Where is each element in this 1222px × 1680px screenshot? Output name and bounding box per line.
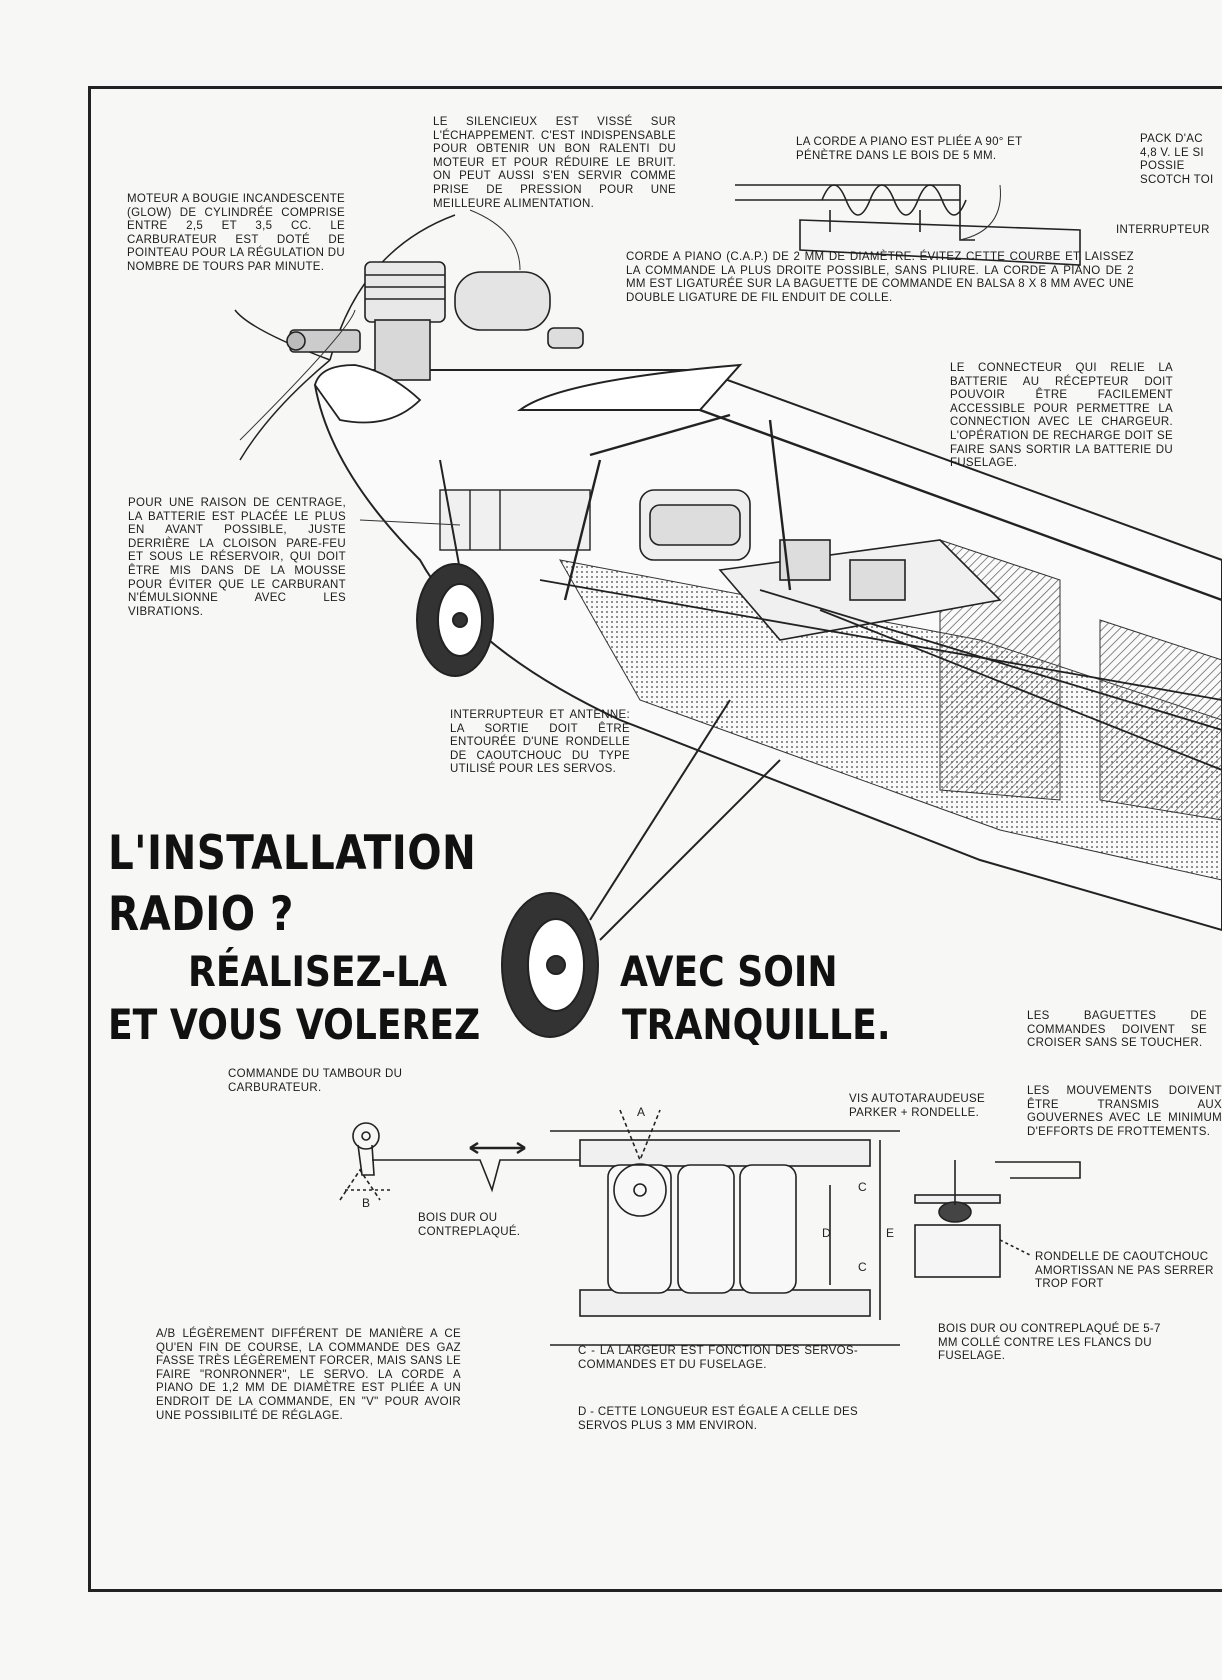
note-corde-piano: CORDE A PIANO (C.A.P.) DE 2 MM DE DIAMÈTRE. ÉVITEZ CETTE COURBE ET LAISSEZ LA COMMANDE LA PLUS DROITE POSSIBLE, SANS PLIURE. LA CORDE A PIANO DE 2 MM EST LIGATURÉE SUR LA BAGUETTE DE COMMANDE EN BALSA 8 X 8 MM AVEC UNE DOUBLE LIGATURE DE FIL ENDUIT DE COLLE. [626, 251, 1134, 304]
note-pack: PACK D'AC 4,8 V. LE SI POSSIE SCOTCH TOI [1140, 133, 1214, 186]
label-c1: C [858, 1180, 867, 1194]
title-line-3a: RÉALISEZ-LA [188, 947, 448, 996]
title-line-4a: ET VOUS VOLEREZ [108, 1000, 481, 1049]
note-moteur: MOTEUR A BOUGIE INCANDESCENTE (GLOW) DE CYLINDRÉE COMPRISE ENTRE 2,5 ET 3,5 CC. LE CARBURATEUR EST DOTÉ DE POINTEAU POUR LA RÉGULATION DU NOMBRE DE TOURS PAR MINUTE. [127, 193, 345, 273]
note-bois-dur: BOIS DUR OU CONTREPLAQUÉ. [418, 1212, 521, 1238]
title-line-1: L'INSTALLATION [108, 826, 477, 881]
note-batterie: POUR UNE RAISON DE CENTRAGE, LA BATTERIE EST PLACÉE LE PLUS EN AVANT POSSIBLE, JUSTE DERRIÈRE LA CLOISON PARE-FEU ET SOUS LE RÉSERVOIR, QUI DOIT ÊTRE MIS DANS DE LA MOUSSE POUR ÉVITER QUE LE CARBURANT N'ÉMULSIONNE AVEC LES VIBRATIONS. [128, 497, 346, 618]
note-antenne: INTERRUPTEUR ET ANTENNE: LA SORTIE DOIT ÊTRE ENTOURÉE D'UNE RONDELLE DE CAOUTCHOUC DU TYPE UTILISÉ POUR LES SERVOS. [450, 709, 630, 776]
engine [287, 262, 583, 380]
title-line-4b: TRANQUILLE. [622, 1000, 891, 1049]
battery-box [440, 490, 590, 550]
note-vis: VIS AUTOTARAUDEUSE PARKER + RONDELLE. [849, 1093, 985, 1119]
servo-tray-diagram [550, 1110, 900, 1345]
carburetor-diagram [340, 1123, 580, 1200]
note-tambour: COMMANDE DU TAMBOUR DU CARBURATEUR. [228, 1068, 403, 1094]
note-corde-pliee: LA CORDE A PIANO EST PLIÉE A 90° ET PÉNÈTRE DANS LE BOIS DE 5 MM. [796, 136, 1023, 162]
note-d-longueur: D - CETTE LONGUEUR EST ÉGALE A CELLE DES SERVOS PLUS 3 MM ENVIRON. [578, 1406, 858, 1432]
note-interrupteur-top: INTERRUPTEUR [1116, 224, 1210, 236]
note-connecteur: LE CONNECTEUR QUI RELIE LA BATTERIE AU RÉCEPTEUR DOIT POUVOIR ÊTRE FACILEMENT ACCESSIBLE POUR PERMETTRE LA CONNECTION AVEC LE CHARGEUR. L'OPÉRATION DE RECHARGE DOIT SE FAIRE SANS SORTIR LA BATTERIE DU FUSELAGE. [950, 362, 1173, 470]
label-b: B [362, 1196, 371, 1210]
note-silencieux: LE SILENCIEUX EST VISSÉ SUR L'ÉCHAPPEMENT. C'EST INDISPENSABLE POUR OBTENIR UN BON RALENTI DU MOTEUR ET POUR RÉDUIRE LE BRUIT. ON PEUT AUSSI S'EN SERVIR COMME PRISE DE PRESSION POUR UNE MEILLEURE ALIMENTATION. [433, 116, 676, 210]
title-line-3b: AVEC SOIN [620, 947, 838, 996]
note-mouvements: LES MOUVEMENTS DOIVENT ÊTRE TRANSMIS AUX GOUVERNES AVEC LE MINIMUM D'EFFORTS DE FROTTEMENTS. [1027, 1085, 1222, 1138]
note-ab: A/B LÉGÈREMENT DIFFÉRENT DE MANIÈRE A CE QU'EN FIN DE COURSE, LA COMMANDE DES GAZ FASSE TRÈS LÉGÈREMENT FORCER, MAIS SANS LE FAIRE "RONRONNER", LE SERVO. LA CORDE A PIANO DE 1,2 MM DE DIAMÈTRE EST PLIÉE A UN ENDROIT DE LA COMMANDE, EN "V" POUR AVOIR UNE POSSIBILITÉ DE RÉGLAGE. [156, 1328, 461, 1422]
title-line-2: RADIO ? [108, 887, 294, 942]
label-a: A [637, 1105, 646, 1119]
note-bois-contreplaque: BOIS DUR OU CONTREPLAQUÉ DE 5-7 MM COLLÉ CONTRE LES FLANCS DU FUSELAGE. [938, 1323, 1161, 1363]
fuel-tank [640, 490, 750, 560]
label-c2: C [858, 1260, 867, 1274]
note-baguettes: LES BAGUETTES DE COMMANDES DOIVENT SE CROISER SANS SE TOUCHER. [1027, 1010, 1207, 1050]
note-rondelle: RONDELLE DE CAOUTCHOUC AMORTISSAN NE PAS SERRER TROP FORT [1035, 1251, 1214, 1291]
label-e: E [886, 1226, 895, 1240]
note-c-largeur: C - LA LARGEUR EST FONCTION DES SERVOS-COMMANDES ET DU FUSELAGE. [578, 1345, 858, 1371]
label-d: D [822, 1226, 831, 1240]
